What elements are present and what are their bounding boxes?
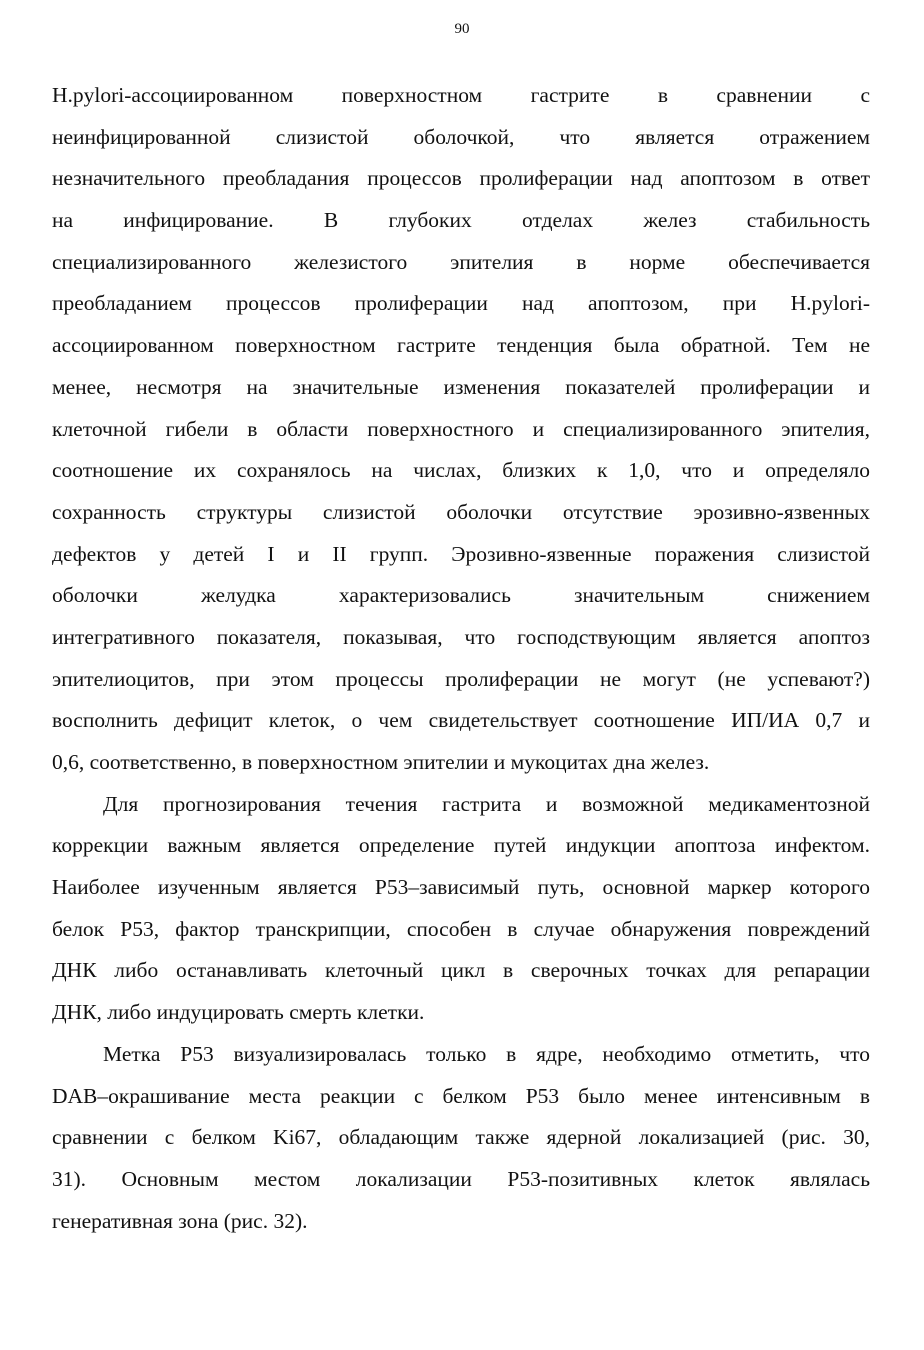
text-line: эпителиоцитов, при этом процессы пролиферации не могут (не успевают?) (52, 666, 870, 691)
text-line: ассоциированном поверхностном гастрите тенденция была обратной. Тем не (52, 333, 870, 358)
text-line: незначительного преобладания процессов пролиферации над апоптозом в ответ (52, 166, 870, 191)
text-line: на инфицирование. В глубоких отделах желез стабильность (52, 208, 870, 233)
text-line: соотношение их сохранялось на числах, близких к 1,0, что и определяло (52, 458, 870, 483)
text-line: белок P53, фактор транскрипции, способен в случае обнаружения повреждений (52, 916, 870, 941)
text-line: генеративная зона (рис. 32). (52, 1208, 308, 1233)
text-line: интегративного показателя, показывая, что господствующим является апоптоз (52, 624, 870, 649)
text-line: оболочки желудка характеризовались значительным снижением (52, 583, 870, 608)
text-line: сохранность структуры слизистой оболочки отсутствие эрозивно-язвенных (52, 499, 870, 524)
text-line: 31). Основным местом локализации P53-позитивных клеток являлась (52, 1166, 870, 1191)
text-line: ДНК либо останавливать клеточный цикл в сверочных точках для репарации (52, 958, 870, 983)
text-line: ДНК, либо индуцировать смерть клетки. (52, 1000, 425, 1025)
text-line: дефектов у детей I и II групп. Эрозивно-язвенные поражения слизистой (52, 541, 870, 566)
text-line: Наиболее изученным является P53–зависимый путь, основной маркер которого (52, 875, 870, 900)
text-line: H.pylori-ассоциированном поверхностном гастрите в сравнении с (52, 83, 870, 107)
text-line: специализированного железистого эпителия в норме обеспечивается (52, 249, 870, 274)
text-line: DAB–окрашивание места реакции с белком P53 было менее интенсивным в (52, 1083, 870, 1108)
text-line: менее, несмотря на значительные изменения показателей пролиферации и (52, 374, 870, 399)
paragraph-first-line: Метка P53 визуализировалась только в ядре, необходимо отметить, что (103, 1041, 870, 1066)
text-line: клеточной гибели в области поверхностного и специализированного эпителия, (52, 416, 870, 441)
text-line: преобладанием процессов пролиферации над апоптозом, при H.pylori- (52, 291, 870, 316)
paragraph-first-line: Для прогнозирования течения гастрита и возможной медикаментозной (103, 791, 870, 816)
text-line: восполнить дефицит клеток, о чем свидетельствует соотношение ИП/ИА 0,7 и (52, 708, 870, 733)
text-line: неинфицированной слизистой оболочкой, что является отражением (52, 124, 870, 149)
text-line: сравнении с белком Ki67, обладающим также ядерной локализацией (рис. 30, (52, 1125, 870, 1150)
text-line: 0,6, соответственно, в поверхностном эпителии и мукоцитах дна желез. (52, 750, 710, 774)
text-line: коррекции важным является определение путей индукции апоптоза инфектом. (52, 833, 870, 858)
body-text (52, 75, 870, 1242)
page-number: 90 (454, 21, 470, 37)
